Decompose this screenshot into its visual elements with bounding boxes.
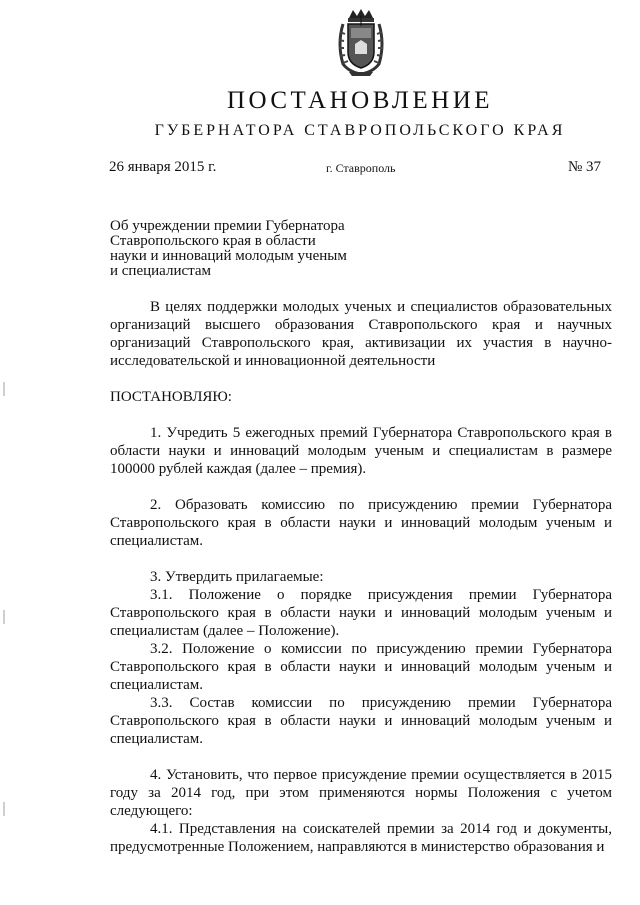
document-subject [110, 219, 410, 279]
subject-line: Об учреждении премии Губернатора [110, 218, 345, 234]
document-number: № 37 [568, 159, 602, 175]
document-body [110, 298, 612, 856]
clause-3: 3. Утвердить прилагаемые: [150, 569, 324, 585]
decree-word: ПОСТАНОВЛЯЮ: [110, 389, 232, 405]
document-subtitle: ГУБЕРНАТОРА СТАВРОПОЛЬСКОГО КРАЯ [154, 122, 566, 139]
clause-3-2: 3.2. Положение о комиссии по присуждению премии Губернатора Ставропольского края в области науки и инноваций молодым ученым и специалистам. [110, 641, 612, 693]
clause-4: 4. Установить, что первое присуждение премии осуществляется в 2015 году за 2014 год, при этом применяются нормы Положения с учетом следующего: [110, 767, 612, 819]
scan-edge-mark [3, 802, 5, 816]
subject-line: Ставропольского края в области [110, 233, 316, 249]
scan-edge-mark [3, 610, 5, 624]
document-title: ПОСТАНОВЛЕНИЕ [226, 87, 494, 114]
document-date: 26 января 2015 г. [109, 159, 217, 175]
document-city: г. Ставрополь [326, 161, 396, 175]
clause-3-1: 3.1. Положение о порядке присуждения премии Губернатора Ставропольского края в области науки и инноваций молодым ученым и специалистам (далее – Положение). [110, 587, 612, 639]
clause-2: 2. Образовать комиссию по присуждению премии Губернатора Ставропольского края в области науки и инноваций молодым ученым и специалистам. [110, 497, 612, 549]
clause-3-3: 3.3. Состав комиссии по присуждению премии Губернатора Ставропольского края в области науки и инноваций молодым ученым и специалистам. [110, 695, 612, 747]
coat-of-arms-icon [335, 8, 387, 78]
preamble-paragraph: В целях поддержки молодых ученых и специалистов образовательных организаций высшего образования Ставропольского края и научных организаций Ставропольского края, активизации их участия в научно-исследовательской и инновационной деятельности [110, 299, 612, 369]
subject-line: и специалистам [110, 263, 212, 279]
subject-line: науки и инноваций молодым ученым [110, 248, 347, 264]
clause-4-1: 4.1. Представления на соискателей премии за 2014 год и документы, предусмотренные Положением, направляются в министерство образования и [110, 821, 612, 855]
clause-1: 1. Учредить 5 ежегодных премий Губернатора Ставропольского края в области науки и инноваций молодым ученым и специалистам в размере 100000 рублей каждая (далее – премия). [110, 425, 612, 477]
scan-edge-mark [3, 382, 5, 396]
